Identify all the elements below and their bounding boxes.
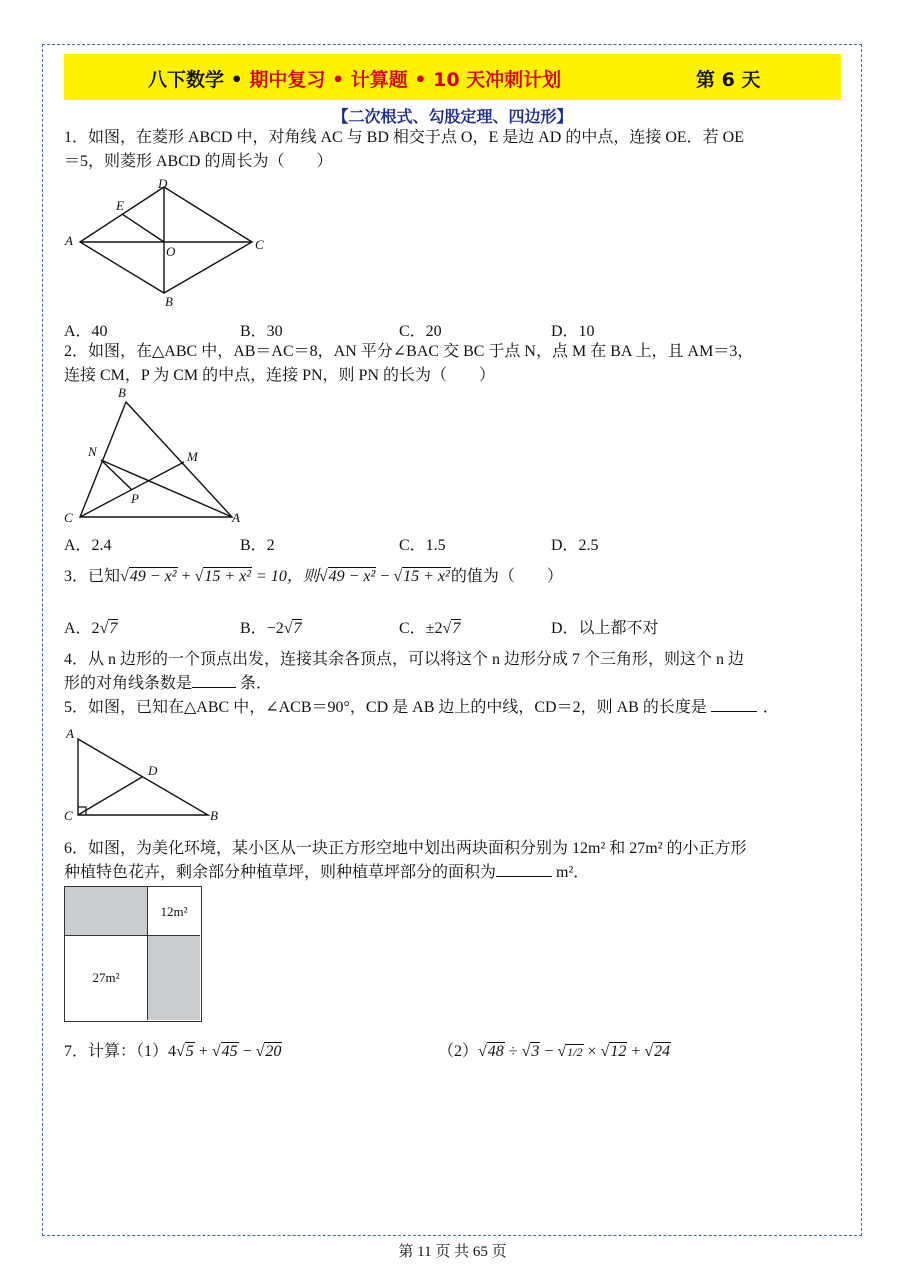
q7-p2-radical-1: 48 <box>487 1043 504 1060</box>
q7-prefix: 7．计算：（1）4 <box>64 1043 177 1060</box>
title-plain: 八下数学 • <box>148 69 250 91</box>
q5-answer-blank[interactable] <box>711 711 757 712</box>
q3-equals: = 10，则 <box>252 568 319 585</box>
q2-label-m: M <box>187 449 198 464</box>
q7-p2-fraction-radical: 1/2 <box>567 1045 583 1059</box>
q6-line2-after: m²． <box>552 864 590 881</box>
q5-line <box>64 696 779 720</box>
q1-option-a: A．40 <box>64 323 108 340</box>
q3-plus: + <box>177 568 195 585</box>
q4-line2-after: 条． <box>236 675 273 692</box>
q3-radical-1: 49 − x² <box>129 568 177 585</box>
q4-line2 <box>64 672 272 696</box>
q1-option-d: D．10 <box>551 323 595 340</box>
q5-label-c: C <box>64 808 73 823</box>
q2-label-c: C <box>64 510 73 525</box>
q4-line1: 4．从 n 边形的一个顶点出发，连接其余各顶点，可以将这个 n 边形分成 7 个三角形，则这个 n 边 <box>64 651 745 668</box>
q3-option-b: B．−2√7 <box>240 620 302 637</box>
q2-label-a: A <box>232 510 240 525</box>
day-label: 第 6 天 <box>696 69 761 91</box>
q6-gray-top-left <box>65 887 148 936</box>
q3-option-a-radical: 7 <box>109 620 118 637</box>
q6-line1: 6．如图，为美化环境，某小区从一块正方形空地中划出两块面积分别为 12m² 和 27m² 的小正方形 <box>64 840 747 857</box>
q3-option-b-radical: 7 <box>293 620 302 637</box>
q3-minus: − <box>376 568 394 585</box>
q7-part2: （2）√48 ÷ √3 − √1/2 × √12 + √24 <box>438 1043 671 1060</box>
q6-answer-blank[interactable] <box>496 876 552 877</box>
q5-right-triangle-figure <box>70 735 220 820</box>
q2-option-b: B．2 <box>240 537 275 554</box>
q2-label-n: N <box>88 444 97 459</box>
q3-radical-4: 15 + x² <box>403 568 450 585</box>
q3-suffix: 的值为（ ） <box>450 568 563 585</box>
q1-option-b: B．30 <box>240 323 283 340</box>
q2-label-p: P <box>131 491 139 506</box>
q4-line2-before: 形的对角线条数是 <box>64 675 193 692</box>
q5-line-after: ． <box>762 699 779 716</box>
q2-label-b: B <box>118 385 126 400</box>
q1-label-c: C <box>255 237 264 252</box>
q3-option-c-radical: 7 <box>452 620 461 637</box>
q1-label-e: E <box>116 198 124 213</box>
title-red: 期中复习 • 计算题 • 10 天冲刺计划 <box>249 69 562 91</box>
q7-p2-radical-3: 12 <box>610 1043 627 1060</box>
q7-p2-radical-4: 24 <box>654 1043 671 1060</box>
q6-gray-bottom-right <box>148 936 200 1020</box>
q7-part1: 7．计算：（1）4√5 + √45 − √20 <box>64 1043 282 1060</box>
q6-line2-before: 种植特色花卉，剩余部分种植草坪，则种植草坪部分的面积为 <box>64 864 497 881</box>
q7-p2-plus: + <box>627 1043 645 1060</box>
q2-option-c: C．1.5 <box>399 537 446 554</box>
q5-label-b: B <box>210 808 218 823</box>
q2-option-d: D．2.5 <box>551 537 599 554</box>
q6-small-square: 12m² <box>148 887 200 936</box>
q7-p2-divide: ÷ <box>504 1043 522 1060</box>
q3-option-a-prefix: A．2 <box>64 620 100 637</box>
q1-label-a: A <box>65 233 73 248</box>
q6-square-figure <box>64 886 202 1022</box>
q1-label-o: O <box>166 244 176 259</box>
q3-option-a: A．2√7 <box>64 620 118 637</box>
q3-line: 3．已知√49 − x² + √15 + x² = 10，则√49 − x² − √15 + x²的值为（ ） <box>64 568 563 585</box>
q3-option-c: C．±2√7 <box>399 620 461 637</box>
q7-p2-minus: − <box>540 1043 558 1060</box>
title <box>148 65 561 92</box>
title-banner <box>64 54 841 100</box>
q1-label-b: B <box>165 294 173 309</box>
q7-p1-radical-2: 45 <box>221 1043 238 1060</box>
q7-p2-times: × <box>583 1043 601 1060</box>
q4-answer-blank[interactable] <box>192 687 236 688</box>
q2-line2: 连接 CM，P 为 CM 的中点，连接 PN，则 PN 的长为（ ） <box>64 367 496 384</box>
q3-option-b-prefix: B．−2 <box>240 620 284 637</box>
q3-option-c-prefix: C．±2 <box>399 620 443 637</box>
q1-label-d: D <box>158 176 168 191</box>
q6-line2 <box>64 861 589 885</box>
q2-option-a: A．2.4 <box>64 537 112 554</box>
q3-radical-3: 49 − x² <box>328 568 376 585</box>
q7-p1-minus: − <box>238 1043 256 1060</box>
q7-p2-prefix: （2） <box>438 1043 479 1060</box>
q5-label-d: D <box>148 763 158 778</box>
q7-p1-radical-1: 5 <box>185 1043 194 1060</box>
q7-p1-radical-3: 20 <box>265 1043 282 1060</box>
q5-line-before: 5．如图，已知在△ABC 中，∠ACB＝90°，CD 是 AB 边上的中线，CD＝2，则 AB 的长度是 <box>64 699 707 716</box>
subtitle: 【二次根式、勾股定理、四边形】 <box>332 107 573 126</box>
q3-radical-2: 15 + x² <box>204 568 252 585</box>
q1-rhombus-figure <box>60 175 280 310</box>
page-footer: 第 11 页 共 65 页 <box>398 1244 507 1260</box>
q3-option-d: D．以上都不对 <box>551 620 659 637</box>
q1-line1: 1．如图，在菱形 ABCD 中，对角线 AC 与 BD 相交于点 O，E 是边 AD 的中点，连接 OE．若 OE <box>64 129 745 146</box>
q7-p2-radical-2: 3 <box>531 1043 540 1060</box>
q2-line1: 2．如图，在△ABC 中，AB＝AC＝8，AN 平分∠BAC 交 BC 于点 N，点 M 在 BA 上，且 AM＝3， <box>64 343 754 360</box>
q1-option-c: C．20 <box>399 323 442 340</box>
q5-label-a: A <box>66 726 74 741</box>
q7-p1-plus: + <box>194 1043 212 1060</box>
q1-line2: ＝5，则菱形 ABCD 的周长为（ ） <box>64 153 333 170</box>
q3-prefix: 3．已知 <box>64 568 121 585</box>
q6-large-square: 27m² <box>65 936 148 1020</box>
